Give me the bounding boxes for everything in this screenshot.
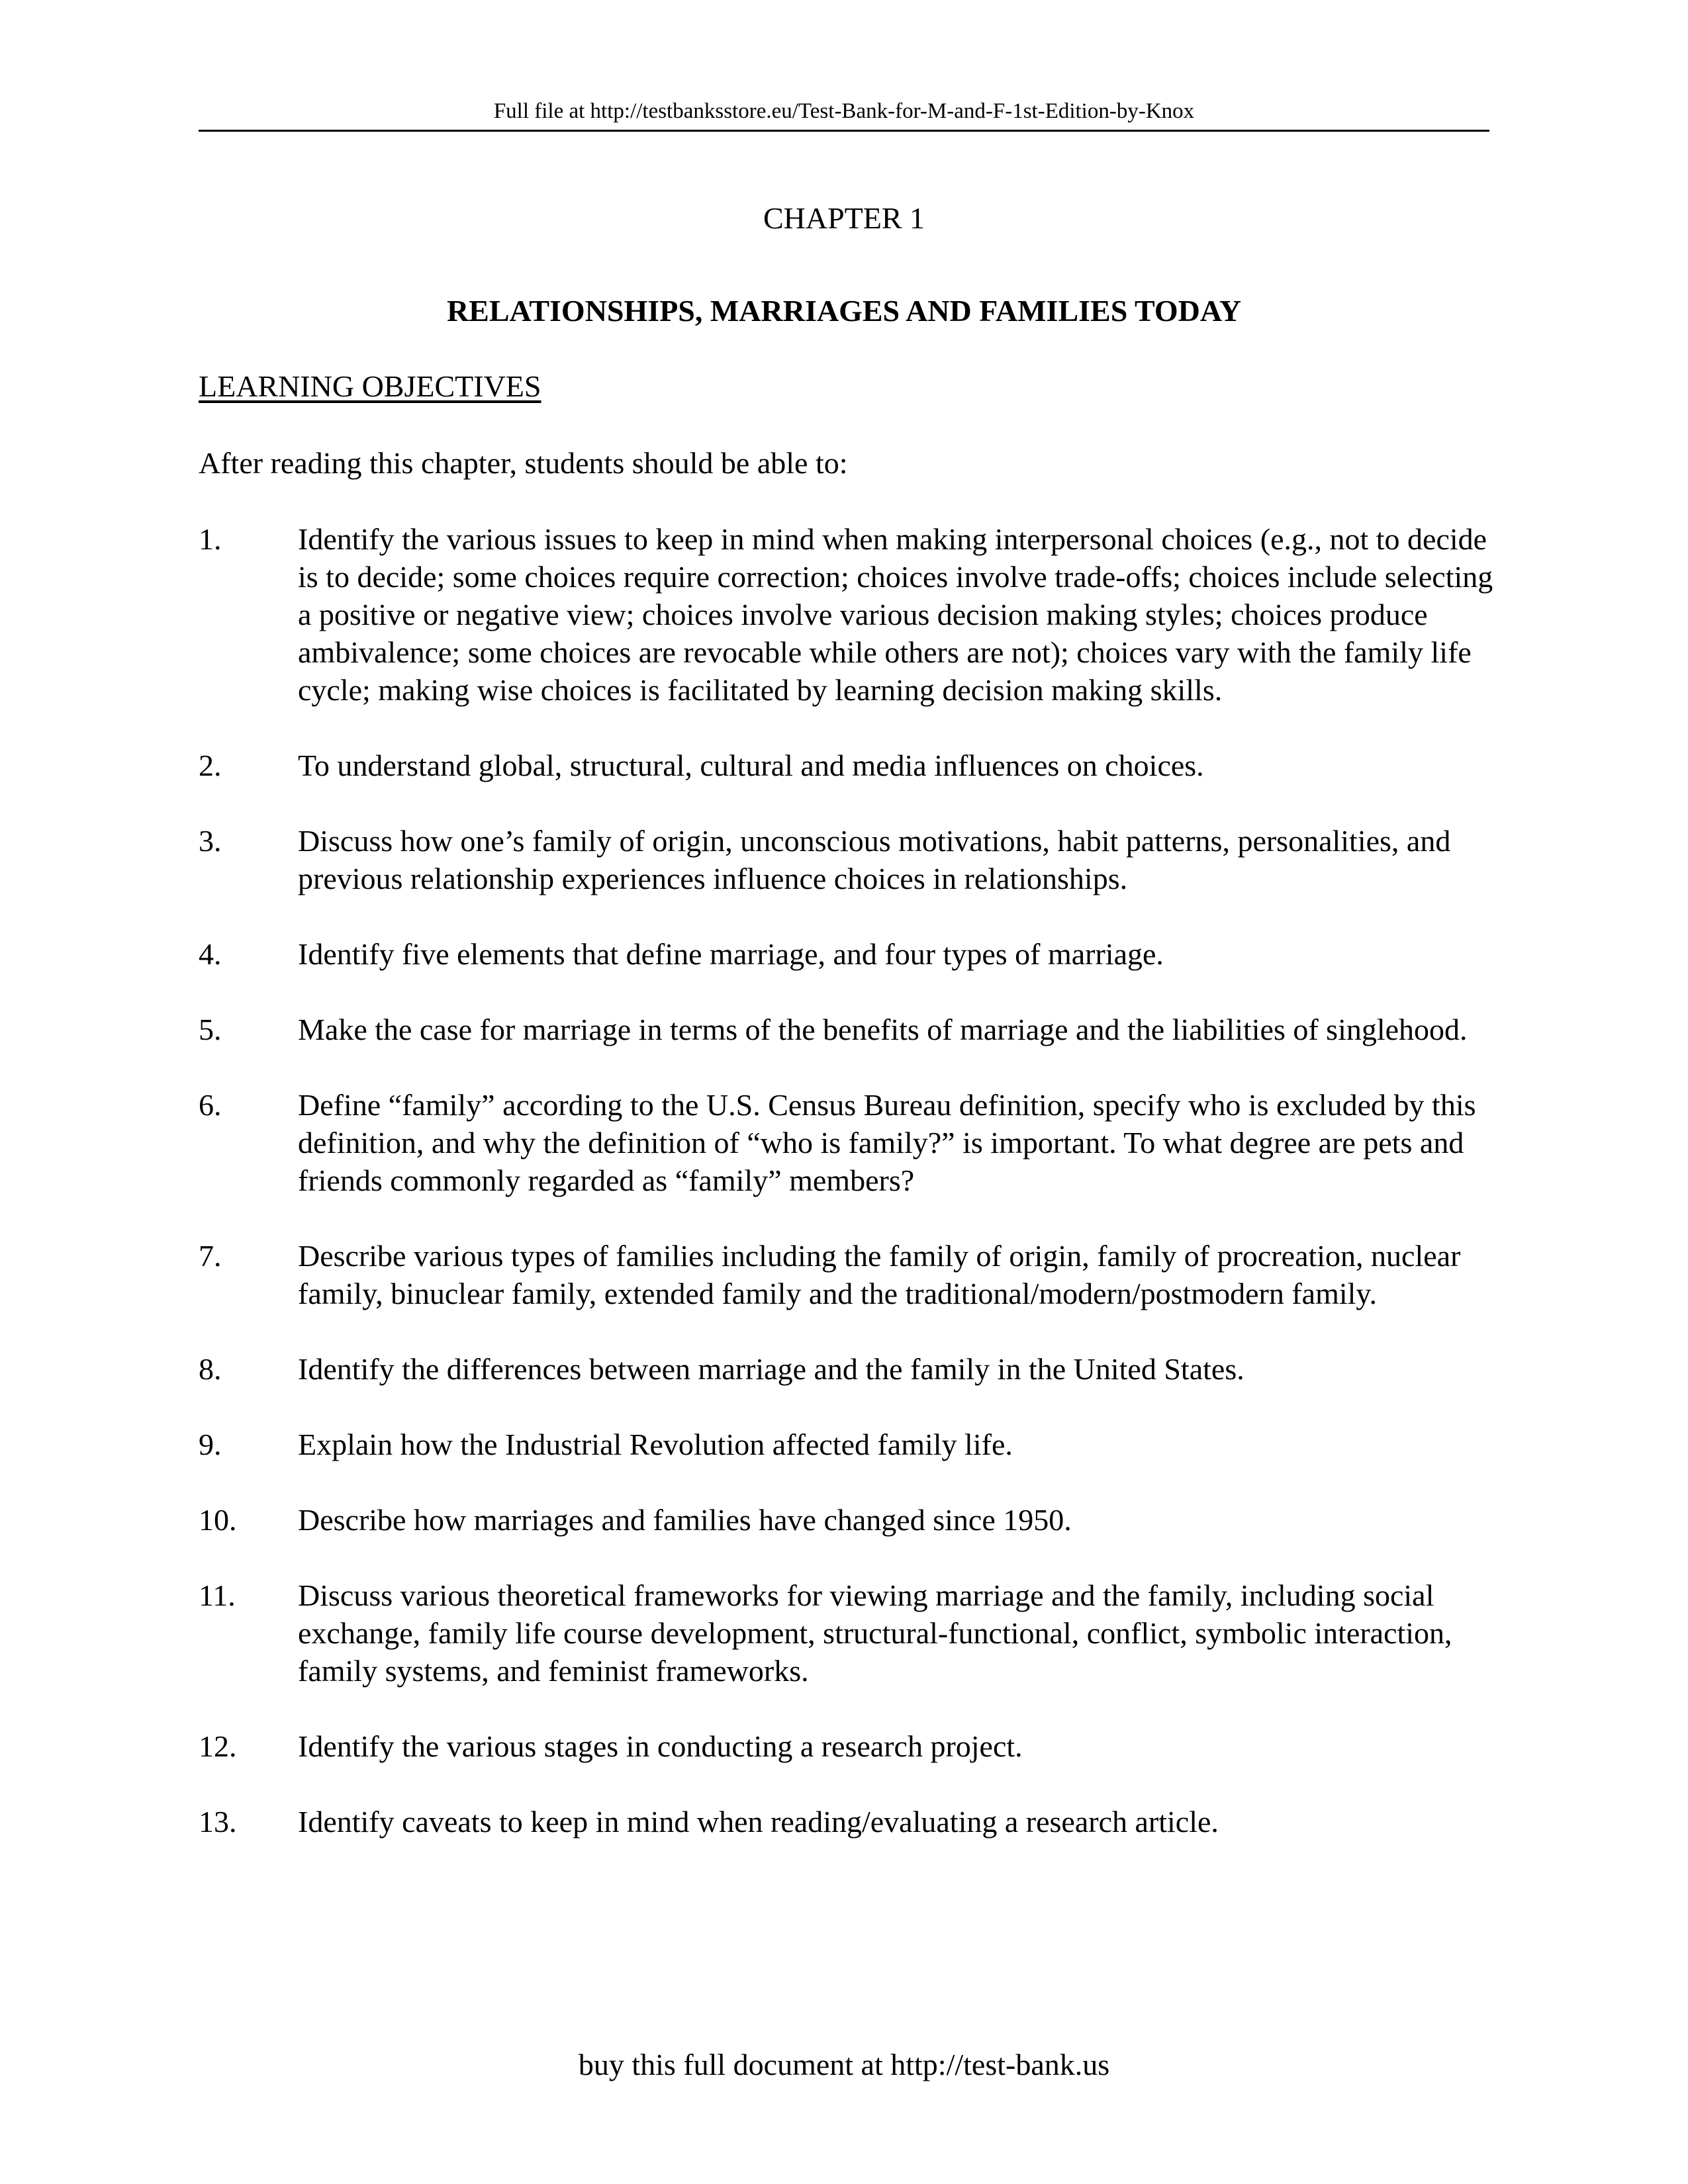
objective-text: Discuss various theoretical frameworks for viewing marriage and the family, including social exchange, family life course development, structural-functional, conflict, symbolic interaction, family systems, and feminist frameworks. — [298, 1578, 1452, 1688]
objective-number: 1. — [199, 522, 222, 556]
header-source-link[interactable]: Full file at http://testbanksstore.eu/Test-Bank-for-M-and-F-1st-Edition-by-Knox — [493, 99, 1195, 123]
learning-objectives-heading: LEARNING OBJECTIVES — [199, 369, 541, 403]
footer-buy-link[interactable]: buy this full document at http://test-bank.us — [578, 2048, 1110, 2081]
objective-item — [199, 822, 1496, 897]
objective-item — [199, 1011, 1496, 1048]
objective-item — [199, 747, 1496, 784]
objective-text: Describe various types of families including the family of origin, family of procreation, nuclear family, binuclear family, extended family and the traditional/modern/postmodern family. — [298, 1239, 1461, 1310]
objectives-intro: After reading this chapter, students should be able to: — [199, 446, 848, 480]
objectives-list — [199, 520, 1496, 1878]
objective-item — [199, 1576, 1496, 1690]
objective-number: 10. — [199, 1503, 237, 1537]
objective-text: Make the case for marriage in terms of the benefits of marriage and the liabilities of singlehood. — [298, 1013, 1468, 1046]
objective-text: Identify the differences between marriage and the family in the United States. — [298, 1352, 1244, 1386]
objective-item — [199, 1350, 1496, 1388]
objective-number: 12. — [199, 1729, 237, 1763]
objective-text: Identify caveats to keep in mind when reading/evaluating a research article. — [298, 1805, 1219, 1839]
objective-item — [199, 1237, 1496, 1312]
objective-item — [199, 520, 1496, 709]
objective-text: Identify five elements that define marriage, and four types of marriage. — [298, 937, 1164, 971]
objective-text: Identify the various issues to keep in mind when making interpersonal choices (e.g., not to decide is to decide; some choices require correction; choices involve trade-offs; choices include selecting a positive or negative view; choices involve various decision making styles; choices produce ambivalence; some choices are revocable while others are not); choices vary with the family life cycle; making wise choices is facilitated by learning decision making skills. — [298, 522, 1493, 707]
objective-item — [199, 935, 1496, 973]
objective-text: Discuss how one’s family of origin, unconscious motivations, habit patterns, personalities, and previous relationship experiences influence choices in relationships. — [298, 824, 1451, 895]
objective-number: 13. — [199, 1805, 237, 1839]
objective-number: 6. — [199, 1088, 222, 1122]
objective-number: 3. — [199, 824, 222, 858]
chapter-title: RELATIONSHIPS, MARRIAGES AND FAMILIES TODAY — [446, 294, 1242, 328]
objective-item — [199, 1426, 1496, 1463]
objective-text: To understand global, structural, cultural and media influences on choices. — [298, 749, 1204, 782]
objective-number: 5. — [199, 1013, 222, 1046]
objective-text: Describe how marriages and families have changed since 1950. — [298, 1503, 1072, 1537]
objective-text: Define “family” according to the U.S. Census Bureau definition, specify who is excluded by this definition, and why the definition of “who is family?” is important. To what degree are pets and friends commonly regarded as “family” members? — [298, 1088, 1476, 1197]
objective-number: 11. — [199, 1578, 236, 1612]
objective-item — [199, 1086, 1496, 1199]
objective-item — [199, 1727, 1496, 1765]
chapter-label: CHAPTER 1 — [763, 201, 925, 235]
objective-item — [199, 1501, 1496, 1539]
objective-number: 7. — [199, 1239, 222, 1273]
objective-number: 4. — [199, 937, 222, 971]
objective-number: 2. — [199, 749, 222, 782]
objective-number: 9. — [199, 1428, 222, 1461]
header-divider — [199, 130, 1489, 132]
objective-number: 8. — [199, 1352, 222, 1386]
objective-item — [199, 1803, 1496, 1841]
objective-text: Explain how the Industrial Revolution affected family life. — [298, 1428, 1013, 1461]
objective-text: Identify the various stages in conducting a research project. — [298, 1729, 1023, 1763]
